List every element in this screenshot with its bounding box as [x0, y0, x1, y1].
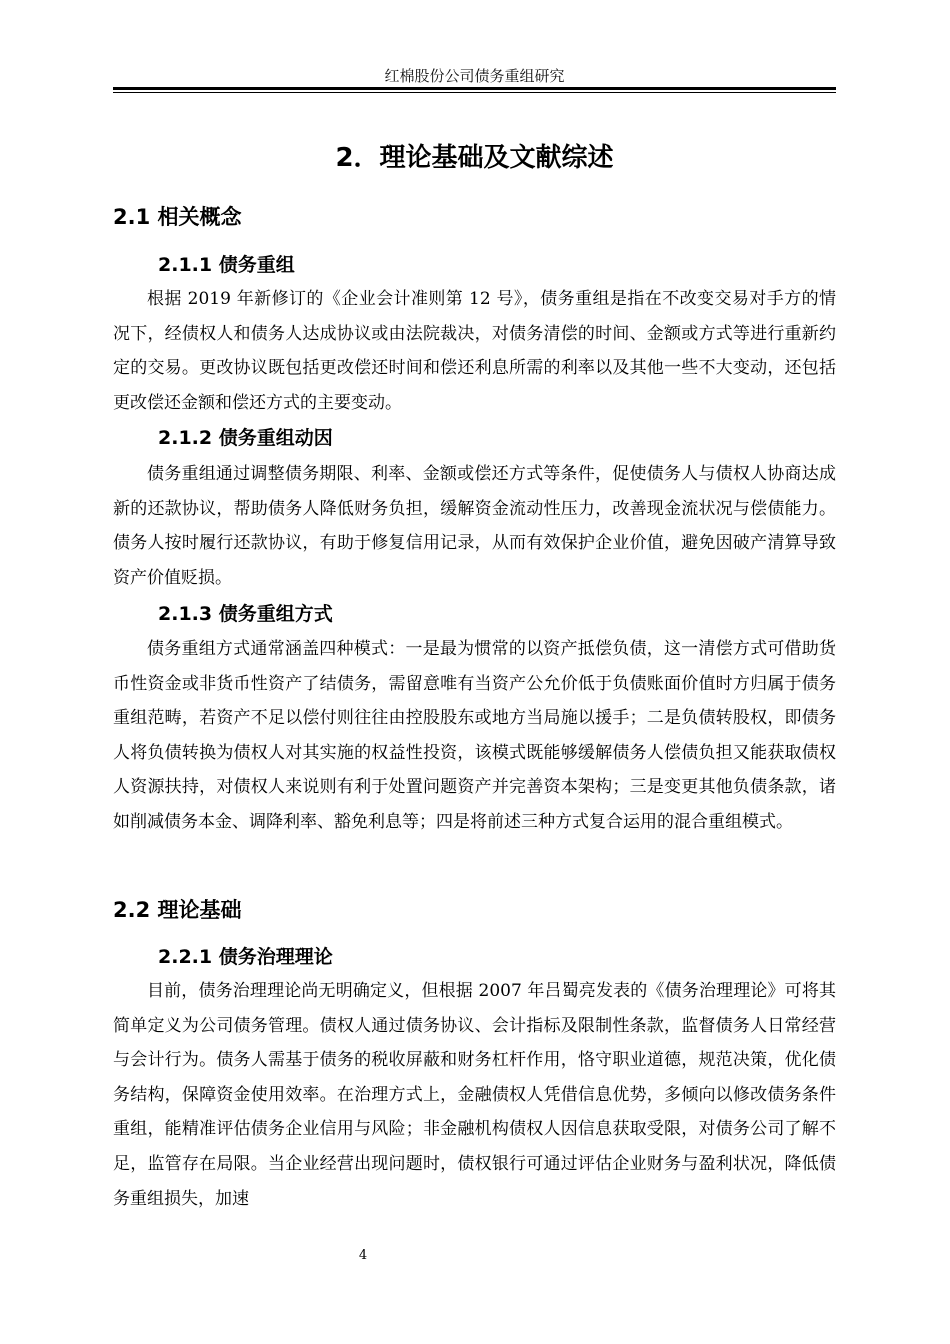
section-heading-2-1-3: 2.1.3 债务重组方式 [158, 603, 333, 625]
section-heading-2-2-1: 2.2.1 债务治理理论 [158, 946, 333, 968]
paragraph-2-1-1: 根据 2019 年新修订的《企业会计准则第 12 号》，债务重组是指在不改变交易对手方的情况下，经债权人和债务人达成协议或由法院裁决，对债务清偿的时间、金额或方式等进行重新约定的交易。更改协议既包括更改偿还时间和偿还利息所需的利率以及其他一些不大变动，还包括更改偿还金额和偿还方式的主要变动。 [113, 289, 836, 413]
page-number: 4 [358, 1248, 368, 1263]
section-heading-2-1-1: 2.1.1 债务重组 [158, 254, 295, 276]
section-heading-2-2: 2.2 理论基础 [113, 898, 242, 922]
running-header: 红棉股份公司债务重组研究 [384, 67, 565, 85]
paragraph-2-1-3: 债务重组方式通常涵盖四种模式：一是最为惯常的以资产抵偿负债，这一清偿方式可借助货币性资金或非货币性资产了结债务，需留意唯有当资产公允价低于负债账面价值时方归属于债务重组范畴，若资产不足以偿付则往往由控股股东或地方当局施以援手；二是负债转股权，即债务人将负债转换为债权人对其实施的权益性投资，该模式既能够缓解债务人偿债负担又能获取债权人资源扶持，对债权人来说则有利于处置问题资产并完善资本架构；三是变更其他负债条款，诸如削减债务本金、调降利率、豁免利息等；四是将前述三种方式复合运用的混合重组模式。 [113, 639, 836, 832]
chapter-title: 2．理论基础及文献综述 [335, 143, 614, 173]
header-rule-thick [113, 87, 836, 90]
paragraph-2-1-2: 债务重组通过调整债务期限、利率、金额或偿还方式等条件，促使债务人与债权人协商达成新的还款协议，帮助债务人降低财务负担，缓解资金流动性压力，改善现金流状况与偿债能力。债务人按时履行还款协议，有助于修复信用记录，从而有效保护企业价值，避免因破产清算导致资产价值贬损。 [113, 464, 836, 588]
header-rule-thin [113, 92, 836, 93]
section-heading-2-1-2: 2.1.2 债务重组动因 [158, 427, 333, 449]
paragraph-2-2-1: 目前，债务治理理论尚无明确定义，但根据 2007 年吕蜀亮发表的《债务治理理论》可将其简单定义为公司债务管理。债权人通过债务协议、会计指标及限制性条款，监督债务人日常经营与会计行为。债务人需基于债务的税收屏蔽和财务杠杆作用，恪守职业道德，规范决策，优化债务结构，保障资金使用效率。在治理方式上，金融债权人凭借信息优势，多倾向以修改债务条件重组，能精准评估债务企业信用与风险；非金融机构债权人因信息获取受限，对债务公司了解不足，监管存在局限。当企业经营出现问题时，债权银行可通过评估企业财务与盈利状况，降低债务重组损失，加速 [113, 981, 836, 1209]
section-heading-2-1: 2.1 相关概念 [113, 205, 242, 229]
